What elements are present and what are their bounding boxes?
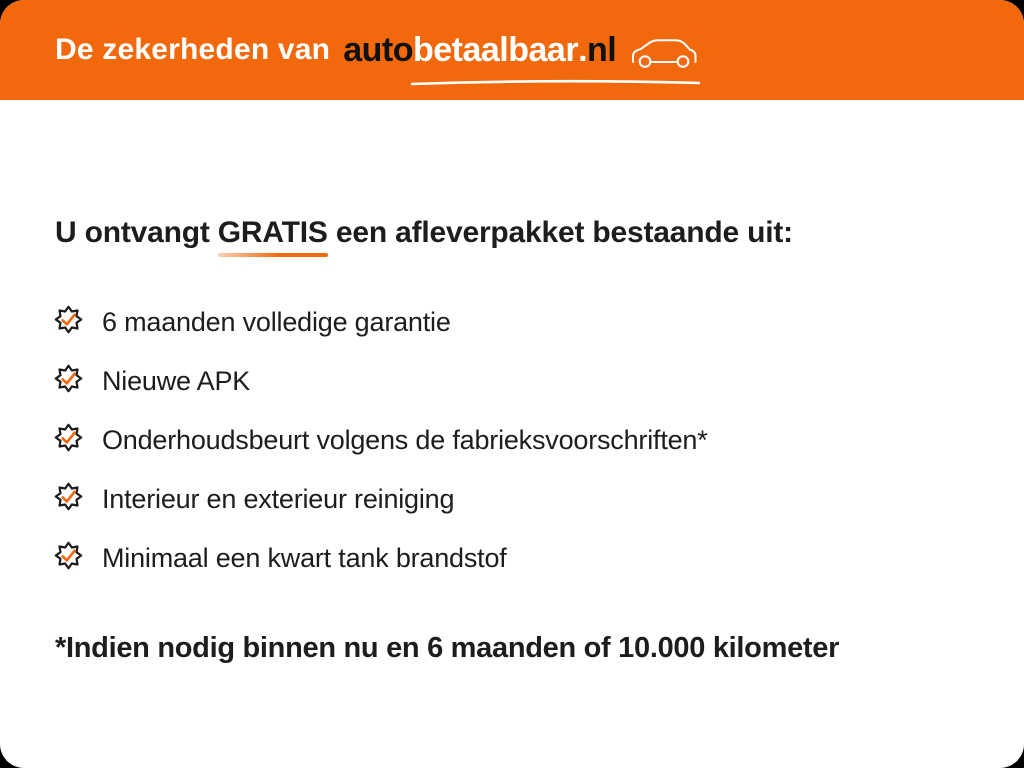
badge-check-icon: [50, 419, 87, 461]
list-item: [50, 302, 708, 342]
logo-part-auto: auto: [343, 30, 413, 69]
list-item: [50, 420, 708, 460]
gratis-underline: [218, 253, 328, 257]
badge-check-icon: [50, 301, 87, 343]
benefit-label: 6 maanden volledige garantie: [102, 306, 451, 337]
benefit-label: Minimaal een kwart tank brandstof: [102, 542, 507, 573]
benefit-label: Interieur en exterieur reiniging: [102, 483, 455, 514]
logo-rest: [413, 30, 698, 71]
benefit-label: Onderhoudsbeurt volgens de fabrieksvoorschriften*: [102, 424, 708, 455]
benefit-list: [50, 302, 708, 597]
badge-check-icon: [50, 360, 87, 402]
list-item: [50, 538, 708, 578]
logo-underline-swoosh: [411, 73, 700, 81]
logo-part-nl: nl: [587, 30, 617, 69]
badge-check-icon: [50, 537, 87, 579]
logo-dot: .: [578, 30, 588, 69]
heading-pre: U ontvangt: [55, 216, 218, 249]
heading-post: een afleverpakket bestaande uit:: [327, 216, 793, 249]
footnote-text: *Indien nodig binnen nu en 6 maanden of 10.000 kilometer: [55, 632, 840, 664]
page-title: [55, 216, 793, 250]
car-outline-icon: [630, 34, 698, 75]
badge-check-icon: [50, 478, 87, 520]
benefit-label: Nieuwe APK: [102, 365, 251, 396]
brand-logo: [343, 30, 698, 71]
logo-part-betaalbaar: betaalbaar: [412, 30, 579, 69]
header-prefix-text: De zekerheden van: [55, 33, 331, 66]
header-banner: [0, 0, 1024, 100]
heading-highlight: GRATIS: [218, 216, 328, 250]
list-item: [50, 479, 708, 519]
list-item: [50, 361, 708, 401]
